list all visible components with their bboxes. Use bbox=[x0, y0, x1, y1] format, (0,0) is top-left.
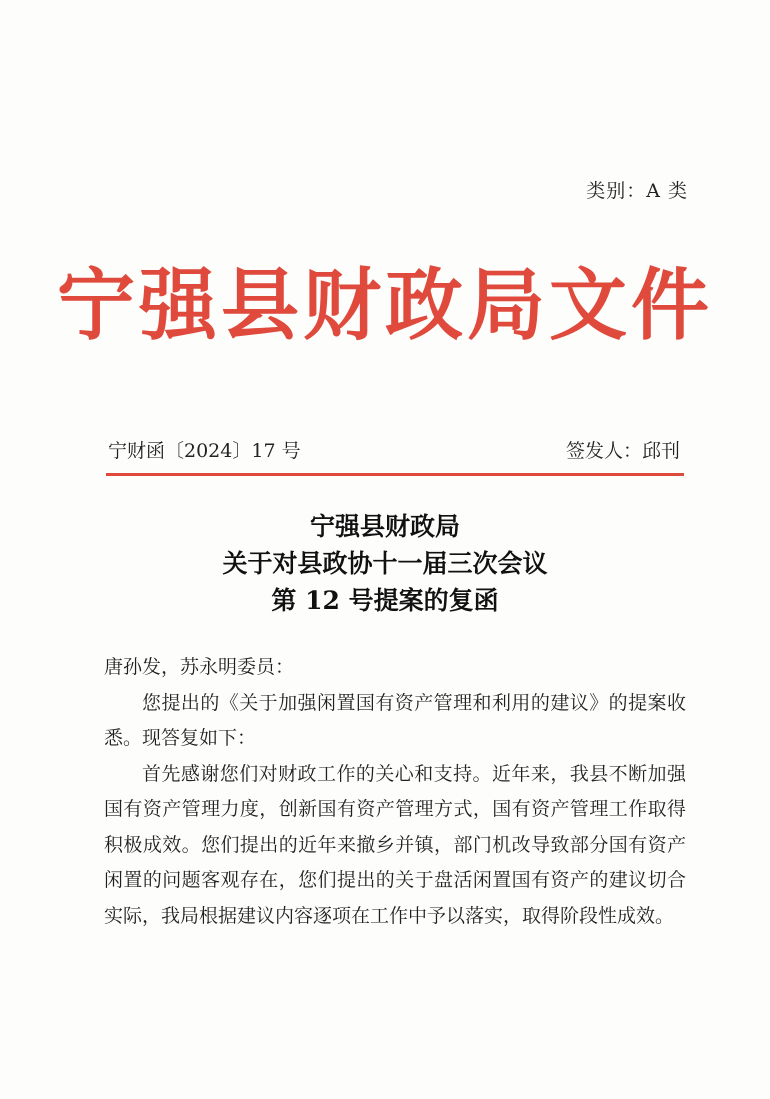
title-line-3: 第 12 号提案的复函 bbox=[271, 586, 499, 615]
title-line-2: 关于对县政协十一届三次会议 bbox=[222, 549, 548, 578]
document-header-title: 宁强县财政局文件 bbox=[56, 261, 713, 351]
body-paragraph: 首先感谢您们对财政工作的关心和支持。近年来，我县不断加强国有资产管理力度，创新国有资产管理方式，国有资产管理工作取得积极成效。您们提出的近年来撤乡并镇，部门机改导致部分国有资产闲置的问题客观存在，您们提出的关于盘活闲置国有资产的建议切合实际，我局根据建议内容逐项在工作中予以落实，取得阶段性成效。 bbox=[104, 762, 686, 927]
document-number: 宁财函〔2024〕17 号 bbox=[108, 440, 301, 462]
red-separator-line bbox=[106, 473, 684, 476]
category-label: 类别：A 类 bbox=[586, 180, 688, 202]
letter-body bbox=[104, 650, 686, 934]
salutation: 唐孙发，苏永明委员： bbox=[104, 656, 295, 678]
title-line-1: 宁强县财政局 bbox=[309, 512, 460, 541]
letter-title bbox=[0, 508, 770, 619]
body-paragraph: 您提出的《关于加强闲置国有资产管理和利用的建议》的提案收悉。现答复如下： bbox=[104, 691, 686, 749]
issuer-label: 签发人：邱刊 bbox=[565, 440, 680, 462]
document-meta-row bbox=[108, 436, 680, 463]
